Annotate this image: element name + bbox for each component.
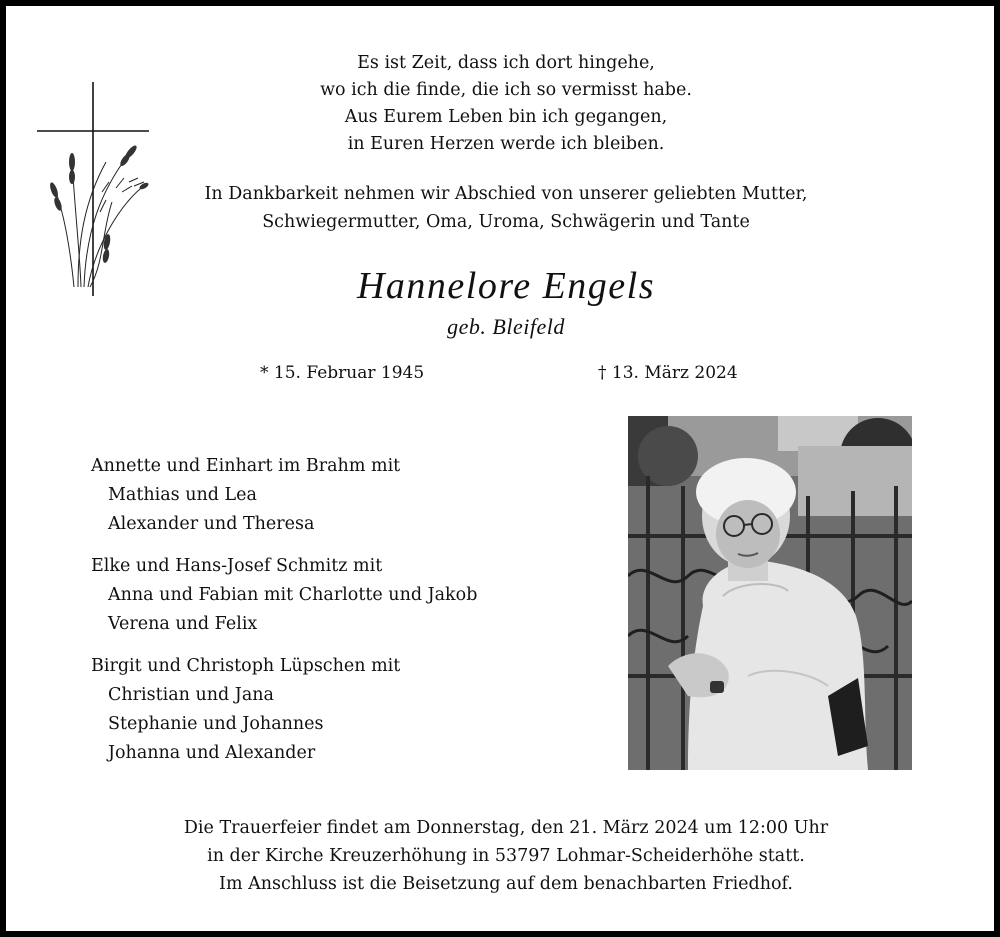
funeral-line: Die Trauerfeier findet am Donnerstag, den 21. März 2024 um 12:00 Uhr — [183, 818, 829, 838]
mourners-list — [91, 452, 477, 781]
family-head: Elke und Hans-Josef Schmitz mit — [91, 556, 383, 576]
intro-line: In Dankbarkeit nehmen wir Abschied von unserer geliebten Mutter, — [204, 184, 808, 204]
family-member: Stephanie und Johannes — [108, 714, 324, 734]
family-member: Verena und Felix — [108, 614, 258, 634]
funeral-details — [6, 814, 1000, 898]
poem — [6, 50, 1000, 158]
poem-line: wo ich die finde, die ich so vermisst habe. — [320, 80, 692, 100]
family-head: Annette und Einhart im Brahm mit — [91, 456, 401, 476]
family-member: Christian und Jana — [108, 685, 274, 705]
family-member: Anna und Fabian mit Charlotte und Jakob — [108, 585, 478, 605]
poem-line: Es ist Zeit, dass ich dort hingehe, — [357, 53, 655, 73]
family-member: Mathias und Lea — [108, 485, 257, 505]
death-date: † 13. März 2024 — [598, 363, 738, 383]
funeral-line: Im Anschluss ist die Beisetzung auf dem benachbarten Friedhof. — [219, 874, 793, 894]
intro-line: Schwiegermutter, Oma, Uroma, Schwägerin und Tante — [262, 212, 750, 232]
deceased-name: Hannelore Engels — [356, 265, 656, 307]
family-group — [91, 552, 477, 639]
farewell-intro — [6, 180, 1000, 236]
maiden-name: geb. Bleifeld — [447, 314, 565, 339]
portrait-image — [628, 416, 912, 770]
family-group — [91, 652, 477, 768]
family-member: Alexander und Theresa — [108, 514, 315, 534]
poem-line: Aus Eurem Leben bin ich gegangen, — [344, 107, 668, 127]
funeral-line: in der Kirche Kreuzerhöhung in 53797 Lohmar-Scheiderhöhe statt. — [207, 846, 805, 866]
family-head: Birgit und Christoph Lüpschen mit — [91, 656, 401, 676]
birth-date: * 15. Februar 1945 — [260, 363, 425, 383]
family-group — [91, 452, 477, 539]
portrait-photo — [628, 416, 912, 770]
family-member: Johanna und Alexander — [108, 743, 316, 763]
poem-line: in Euren Herzen werde ich bleiben. — [347, 134, 665, 154]
